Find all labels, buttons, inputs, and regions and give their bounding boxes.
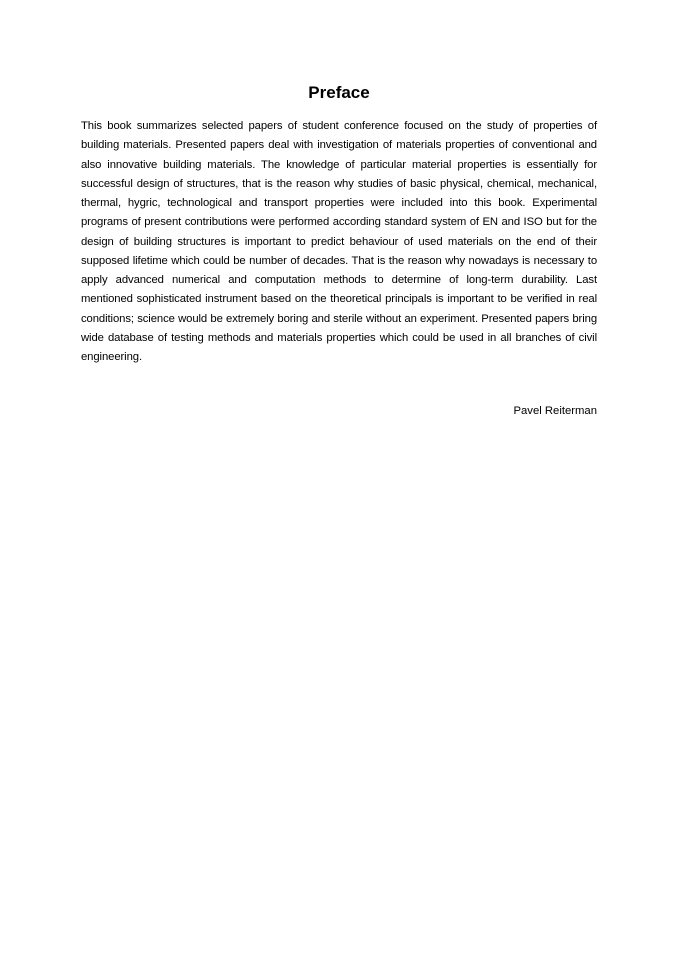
- page-title: Preface: [308, 83, 370, 102]
- preface-body-paragraph: This book summarizes selected papers of student conference focused on the study of properties of building materials. Presented papers deal with investigation of materials properties of conventional and also innovative building materials. The knowledge of particular material properties is essentially for successful design of structures, that is the reason why studies of basic physical, chemical, mechanical, thermal, hygric, technological and transport properties were included into this book. Experimental programs of present contributions were performed according standard system of EN and ISO but for the design of building structures is important to predict behaviour of used materials on the end of their supposed lifetime which could be number of decades. That is the reason why nowadays is necessary to apply advanced numerical and computation methods to determine of long-term durability. Last mentioned sophisticated instrument based on the theoretical principals is important to be verified in real conditions; science would be extremely boring and sterile without an experiment. Presented papers bring wide database of testing methods and materials properties which could be used in all branches of civil engineering.: [81, 120, 597, 363]
- author-signature: Pavel Reiterman: [513, 405, 597, 417]
